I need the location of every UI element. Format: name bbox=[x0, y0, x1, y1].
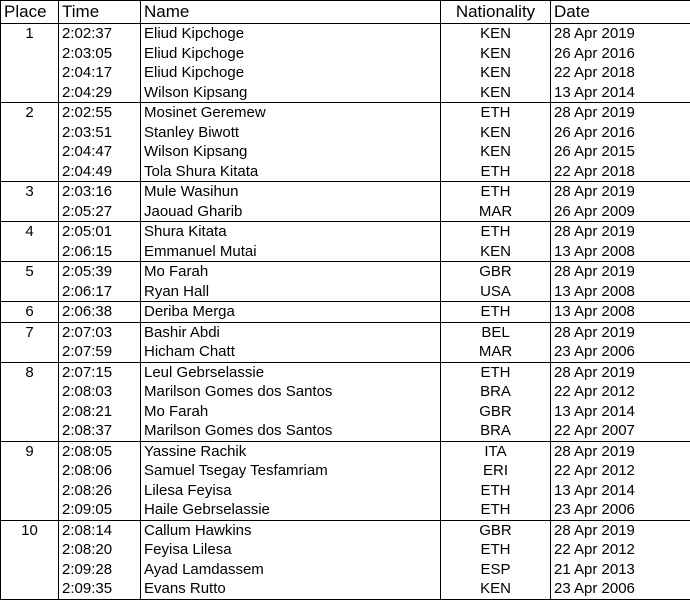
place-group bbox=[1, 362, 690, 441]
table-row bbox=[1, 441, 690, 461]
name-cell: Callum Hawkins bbox=[141, 520, 441, 540]
time-cell: 2:07:03 bbox=[59, 322, 141, 342]
header-time: Time bbox=[59, 1, 141, 24]
date-cell: 28 Apr 2019 bbox=[551, 262, 690, 282]
place-cell: 10 bbox=[1, 520, 59, 599]
place-group bbox=[1, 322, 690, 362]
place-cell: 7 bbox=[1, 322, 59, 362]
place-group bbox=[1, 222, 690, 262]
date-cell: 22 Apr 2012 bbox=[551, 540, 690, 560]
time-cell: 2:05:01 bbox=[59, 222, 141, 242]
nationality-cell: KEN bbox=[441, 83, 551, 103]
time-cell: 2:02:37 bbox=[59, 24, 141, 44]
time-cell: 2:08:21 bbox=[59, 402, 141, 422]
date-cell: 28 Apr 2019 bbox=[551, 24, 690, 44]
name-cell: Stanley Biwott bbox=[141, 123, 441, 143]
place-cell: 3 bbox=[1, 182, 59, 222]
time-cell: 2:08:26 bbox=[59, 481, 141, 501]
name-cell: Tola Shura Kitata bbox=[141, 162, 441, 182]
place-cell: 6 bbox=[1, 302, 59, 323]
nationality-cell: ETH bbox=[441, 500, 551, 520]
name-cell: Emmanuel Mutai bbox=[141, 242, 441, 262]
nationality-cell: ETH bbox=[441, 540, 551, 560]
date-cell: 28 Apr 2019 bbox=[551, 520, 690, 540]
nationality-cell: KEN bbox=[441, 44, 551, 64]
date-cell: 26 Apr 2009 bbox=[551, 202, 690, 222]
time-cell: 2:03:05 bbox=[59, 44, 141, 64]
time-cell: 2:09:35 bbox=[59, 579, 141, 599]
nationality-cell: GBR bbox=[441, 262, 551, 282]
name-cell: Eliud Kipchoge bbox=[141, 24, 441, 44]
place-group bbox=[1, 103, 690, 182]
date-cell: 28 Apr 2019 bbox=[551, 182, 690, 202]
place-group bbox=[1, 441, 690, 520]
nationality-cell: ETH bbox=[441, 362, 551, 382]
nationality-cell: ETH bbox=[441, 481, 551, 501]
nationality-cell: ITA bbox=[441, 441, 551, 461]
table-row bbox=[1, 83, 690, 103]
place-cell: 4 bbox=[1, 222, 59, 262]
nationality-cell: ETH bbox=[441, 302, 551, 323]
table-row bbox=[1, 162, 690, 182]
nationality-cell: BRA bbox=[441, 421, 551, 441]
name-cell: Mosinet Geremew bbox=[141, 103, 441, 123]
name-cell: Haile Gebrselassie bbox=[141, 500, 441, 520]
table-row bbox=[1, 103, 690, 123]
nationality-cell: ETH bbox=[441, 103, 551, 123]
name-cell: Hicham Chatt bbox=[141, 342, 441, 362]
header-name: Name bbox=[141, 1, 441, 24]
date-cell: 13 Apr 2014 bbox=[551, 83, 690, 103]
time-cell: 2:06:38 bbox=[59, 302, 141, 323]
time-cell: 2:08:05 bbox=[59, 441, 141, 461]
name-cell: Mo Farah bbox=[141, 402, 441, 422]
date-cell: 28 Apr 2019 bbox=[551, 441, 690, 461]
name-cell: Lilesa Feyisa bbox=[141, 481, 441, 501]
date-cell: 23 Apr 2006 bbox=[551, 500, 690, 520]
nationality-cell: KEN bbox=[441, 63, 551, 83]
name-cell: Yassine Rachik bbox=[141, 441, 441, 461]
table-row bbox=[1, 560, 690, 580]
table-row bbox=[1, 202, 690, 222]
nationality-cell: BEL bbox=[441, 322, 551, 342]
nationality-cell: BRA bbox=[441, 382, 551, 402]
time-cell: 2:06:15 bbox=[59, 242, 141, 262]
table-row bbox=[1, 461, 690, 481]
table-row bbox=[1, 24, 690, 44]
nationality-cell: USA bbox=[441, 282, 551, 302]
time-cell: 2:08:06 bbox=[59, 461, 141, 481]
table-row bbox=[1, 402, 690, 422]
place-group bbox=[1, 520, 690, 599]
table-row bbox=[1, 362, 690, 382]
nationality-cell: ETH bbox=[441, 182, 551, 202]
date-cell: 22 Apr 2012 bbox=[551, 461, 690, 481]
table-row bbox=[1, 182, 690, 202]
name-cell: Wilson Kipsang bbox=[141, 142, 441, 162]
date-cell: 13 Apr 2008 bbox=[551, 302, 690, 323]
table-row bbox=[1, 262, 690, 282]
date-cell: 26 Apr 2015 bbox=[551, 142, 690, 162]
table-row bbox=[1, 500, 690, 520]
name-cell: Deriba Merga bbox=[141, 302, 441, 323]
name-cell: Ayad Lamdassem bbox=[141, 560, 441, 580]
nationality-cell: GBR bbox=[441, 402, 551, 422]
place-cell: 2 bbox=[1, 103, 59, 182]
time-cell: 2:08:37 bbox=[59, 421, 141, 441]
header-date: Date bbox=[551, 1, 690, 24]
name-cell: Eliud Kipchoge bbox=[141, 63, 441, 83]
nationality-cell: ETH bbox=[441, 222, 551, 242]
nationality-cell: ESP bbox=[441, 560, 551, 580]
nationality-cell: ERI bbox=[441, 461, 551, 481]
name-cell: Shura Kitata bbox=[141, 222, 441, 242]
date-cell: 28 Apr 2019 bbox=[551, 222, 690, 242]
time-cell: 2:03:51 bbox=[59, 123, 141, 143]
date-cell: 26 Apr 2016 bbox=[551, 123, 690, 143]
place-group bbox=[1, 182, 690, 222]
time-cell: 2:03:16 bbox=[59, 182, 141, 202]
nationality-cell: KEN bbox=[441, 24, 551, 44]
table-row bbox=[1, 342, 690, 362]
name-cell: Ryan Hall bbox=[141, 282, 441, 302]
nationality-cell: KEN bbox=[441, 242, 551, 262]
time-cell: 2:04:17 bbox=[59, 63, 141, 83]
table-row bbox=[1, 63, 690, 83]
table-row bbox=[1, 421, 690, 441]
nationality-cell: GBR bbox=[441, 520, 551, 540]
name-cell: Jaouad Gharib bbox=[141, 202, 441, 222]
table-row bbox=[1, 382, 690, 402]
time-cell: 2:09:05 bbox=[59, 500, 141, 520]
place-cell: 9 bbox=[1, 441, 59, 520]
date-cell: 28 Apr 2019 bbox=[551, 322, 690, 342]
table-row bbox=[1, 242, 690, 262]
time-cell: 2:08:14 bbox=[59, 520, 141, 540]
name-cell: Evans Rutto bbox=[141, 579, 441, 599]
nationality-cell: MAR bbox=[441, 202, 551, 222]
date-cell: 22 Apr 2007 bbox=[551, 421, 690, 441]
header-nationality: Nationality bbox=[441, 1, 551, 24]
place-group bbox=[1, 262, 690, 302]
date-cell: 22 Apr 2012 bbox=[551, 382, 690, 402]
time-cell: 2:08:20 bbox=[59, 540, 141, 560]
name-cell: Mule Wasihun bbox=[141, 182, 441, 202]
date-cell: 26 Apr 2016 bbox=[551, 44, 690, 64]
name-cell: Eliud Kipchoge bbox=[141, 44, 441, 64]
date-cell: 23 Apr 2006 bbox=[551, 579, 690, 599]
time-cell: 2:04:47 bbox=[59, 142, 141, 162]
table-row bbox=[1, 222, 690, 242]
date-cell: 23 Apr 2006 bbox=[551, 342, 690, 362]
nationality-cell: KEN bbox=[441, 123, 551, 143]
time-cell: 2:06:17 bbox=[59, 282, 141, 302]
place-cell: 5 bbox=[1, 262, 59, 302]
date-cell: 28 Apr 2019 bbox=[551, 103, 690, 123]
time-cell: 2:04:29 bbox=[59, 83, 141, 103]
table-row bbox=[1, 579, 690, 599]
date-cell: 13 Apr 2014 bbox=[551, 481, 690, 501]
date-cell: 22 Apr 2018 bbox=[551, 63, 690, 83]
date-cell: 22 Apr 2018 bbox=[551, 162, 690, 182]
name-cell: Marilson Gomes dos Santos bbox=[141, 421, 441, 441]
nationality-cell: KEN bbox=[441, 142, 551, 162]
time-cell: 2:02:55 bbox=[59, 103, 141, 123]
header-place: Place bbox=[1, 1, 59, 24]
name-cell: Leul Gebrselassie bbox=[141, 362, 441, 382]
table-row bbox=[1, 540, 690, 560]
name-cell: Marilson Gomes dos Santos bbox=[141, 382, 441, 402]
time-cell: 2:04:49 bbox=[59, 162, 141, 182]
table-row bbox=[1, 302, 690, 323]
date-cell: 13 Apr 2008 bbox=[551, 282, 690, 302]
nationality-cell: KEN bbox=[441, 579, 551, 599]
table-row bbox=[1, 282, 690, 302]
header-row bbox=[1, 1, 690, 24]
name-cell: Feyisa Lilesa bbox=[141, 540, 441, 560]
time-cell: 2:07:59 bbox=[59, 342, 141, 362]
date-cell: 13 Apr 2008 bbox=[551, 242, 690, 262]
time-cell: 2:08:03 bbox=[59, 382, 141, 402]
date-cell: 13 Apr 2014 bbox=[551, 402, 690, 422]
place-group bbox=[1, 302, 690, 323]
name-cell: Samuel Tsegay Tesfamriam bbox=[141, 461, 441, 481]
table-row bbox=[1, 481, 690, 501]
table-row bbox=[1, 142, 690, 162]
name-cell: Wilson Kipsang bbox=[141, 83, 441, 103]
name-cell: Bashir Abdi bbox=[141, 322, 441, 342]
nationality-cell: MAR bbox=[441, 342, 551, 362]
table-row bbox=[1, 123, 690, 143]
place-cell: 8 bbox=[1, 362, 59, 441]
table-row bbox=[1, 44, 690, 64]
time-cell: 2:07:15 bbox=[59, 362, 141, 382]
date-cell: 21 Apr 2013 bbox=[551, 560, 690, 580]
nationality-cell: ETH bbox=[441, 162, 551, 182]
time-cell: 2:05:27 bbox=[59, 202, 141, 222]
place-cell: 1 bbox=[1, 24, 59, 103]
name-cell: Mo Farah bbox=[141, 262, 441, 282]
time-cell: 2:05:39 bbox=[59, 262, 141, 282]
time-cell: 2:09:28 bbox=[59, 560, 141, 580]
date-cell: 28 Apr 2019 bbox=[551, 362, 690, 382]
table-row bbox=[1, 520, 690, 540]
table-row bbox=[1, 322, 690, 342]
place-group bbox=[1, 24, 690, 103]
